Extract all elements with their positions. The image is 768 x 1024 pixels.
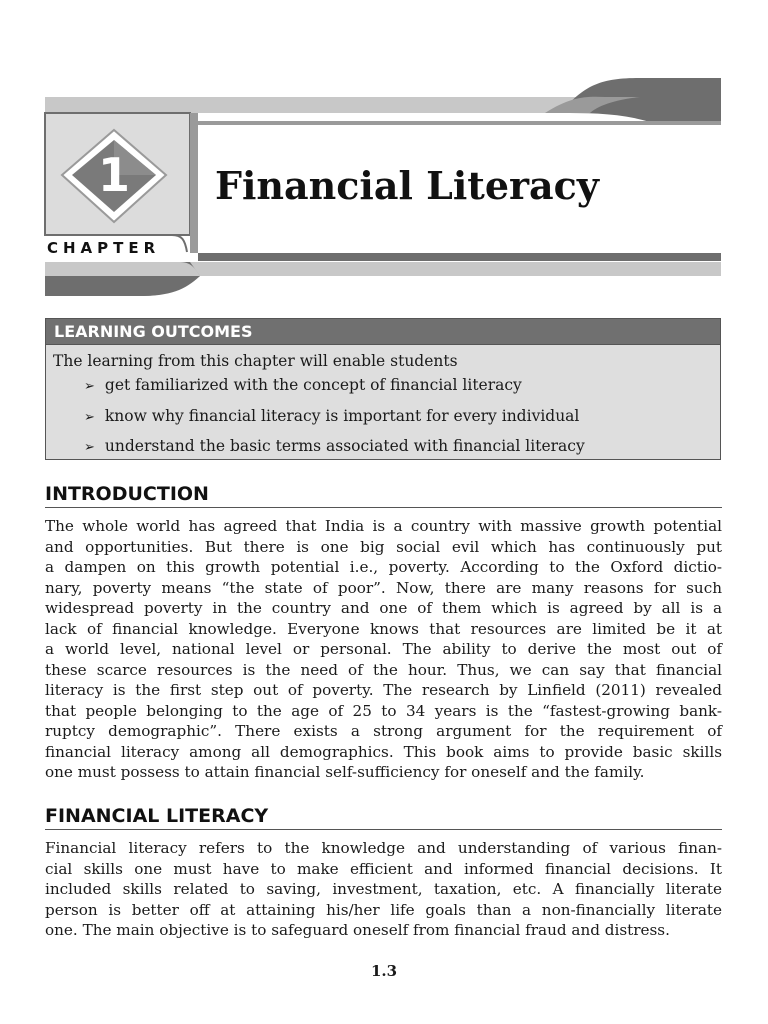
text-line: these scarce resources is the need of the hour. Thus, we can say that financial [45, 660, 722, 679]
text-line: financial literacy among all demographics. This book aims to provide basic skills [45, 742, 722, 761]
introduction-paragraph [45, 516, 722, 783]
financial-literacy-heading: FINANCIAL LITERACY [45, 805, 722, 830]
list-item-text: know why financial literacy is important for every individual [104, 406, 580, 425]
text-line: ruptcy demographic”. There exists a strong argument for the requirement of [45, 722, 722, 740]
learning-outcomes-heading: LEARNING OUTCOMES [46, 319, 720, 345]
text-line: literacy is the first step out of poverty. The research by Linfield (2011) revealed [45, 681, 722, 699]
learning-outcomes-list [46, 371, 720, 463]
learning-outcomes-intro: The learning from this chapter will enable students [53, 352, 458, 370]
text-line: one must possess to attain financial self-sufficiency for oneself and the family. [45, 763, 645, 781]
text-line: a dampen on this growth potential i.e., poverty. According to the Oxford dictio- [45, 558, 722, 576]
list-item-text: get familiarized with the concept of financial literacy [104, 376, 522, 394]
page-number: 1.3 [370, 962, 398, 980]
chapter-number: 1 [97, 148, 130, 202]
text-line: cial skills one must have to make efficient and informed financial decisions. It [45, 859, 722, 878]
list-item [84, 402, 720, 433]
learning-outcomes-box [45, 318, 721, 460]
text-line: included skills related to saving, investment, taxation, etc. A financially literate [45, 880, 722, 898]
text-line: lack of financial knowledge. Everyone knows that resources are limited be it at [45, 619, 722, 638]
text-line: Financial literacy refers to the knowledge and understanding of various finan- [45, 839, 722, 857]
text-line: that people belonging to the age of 25 to 34 years is the “fastest-growing bank- [45, 701, 722, 720]
list-item-text: understand the basic terms associated with financial literacy [104, 437, 585, 455]
financial-literacy-paragraph [45, 838, 722, 941]
introduction-heading: INTRODUCTION [45, 483, 722, 508]
arrow-bullet-icon: ➢ [84, 409, 95, 425]
text-line: person is better off at attaining his/her life goals than a non-financially literate [45, 900, 722, 919]
text-line: widespread poverty in the country and one of them which is agreed by all is a [45, 599, 722, 617]
text-line: The whole world has agreed that India is a country with massive growth potential [45, 517, 722, 535]
chapter-header [0, 0, 768, 300]
text-line: one. The main objective is to safeguard oneself from financial fraud and distress. [45, 921, 670, 939]
chapter-label: CHAPTER [47, 239, 161, 257]
text-line: a world level, national level or personal. The ability to derive the most out of [45, 640, 722, 658]
text-line: and opportunities. But there is one big social evil which has continuously put [45, 537, 722, 556]
list-item [84, 432, 720, 463]
arrow-bullet-icon: ➢ [84, 440, 95, 455]
arrow-bullet-icon: ➢ [84, 379, 95, 394]
list-item [84, 371, 720, 402]
chapter-title: Financial Literacy [215, 163, 599, 208]
text-line: nary, poverty means “the state of poor”. Now, there are many reasons for such [45, 578, 722, 597]
